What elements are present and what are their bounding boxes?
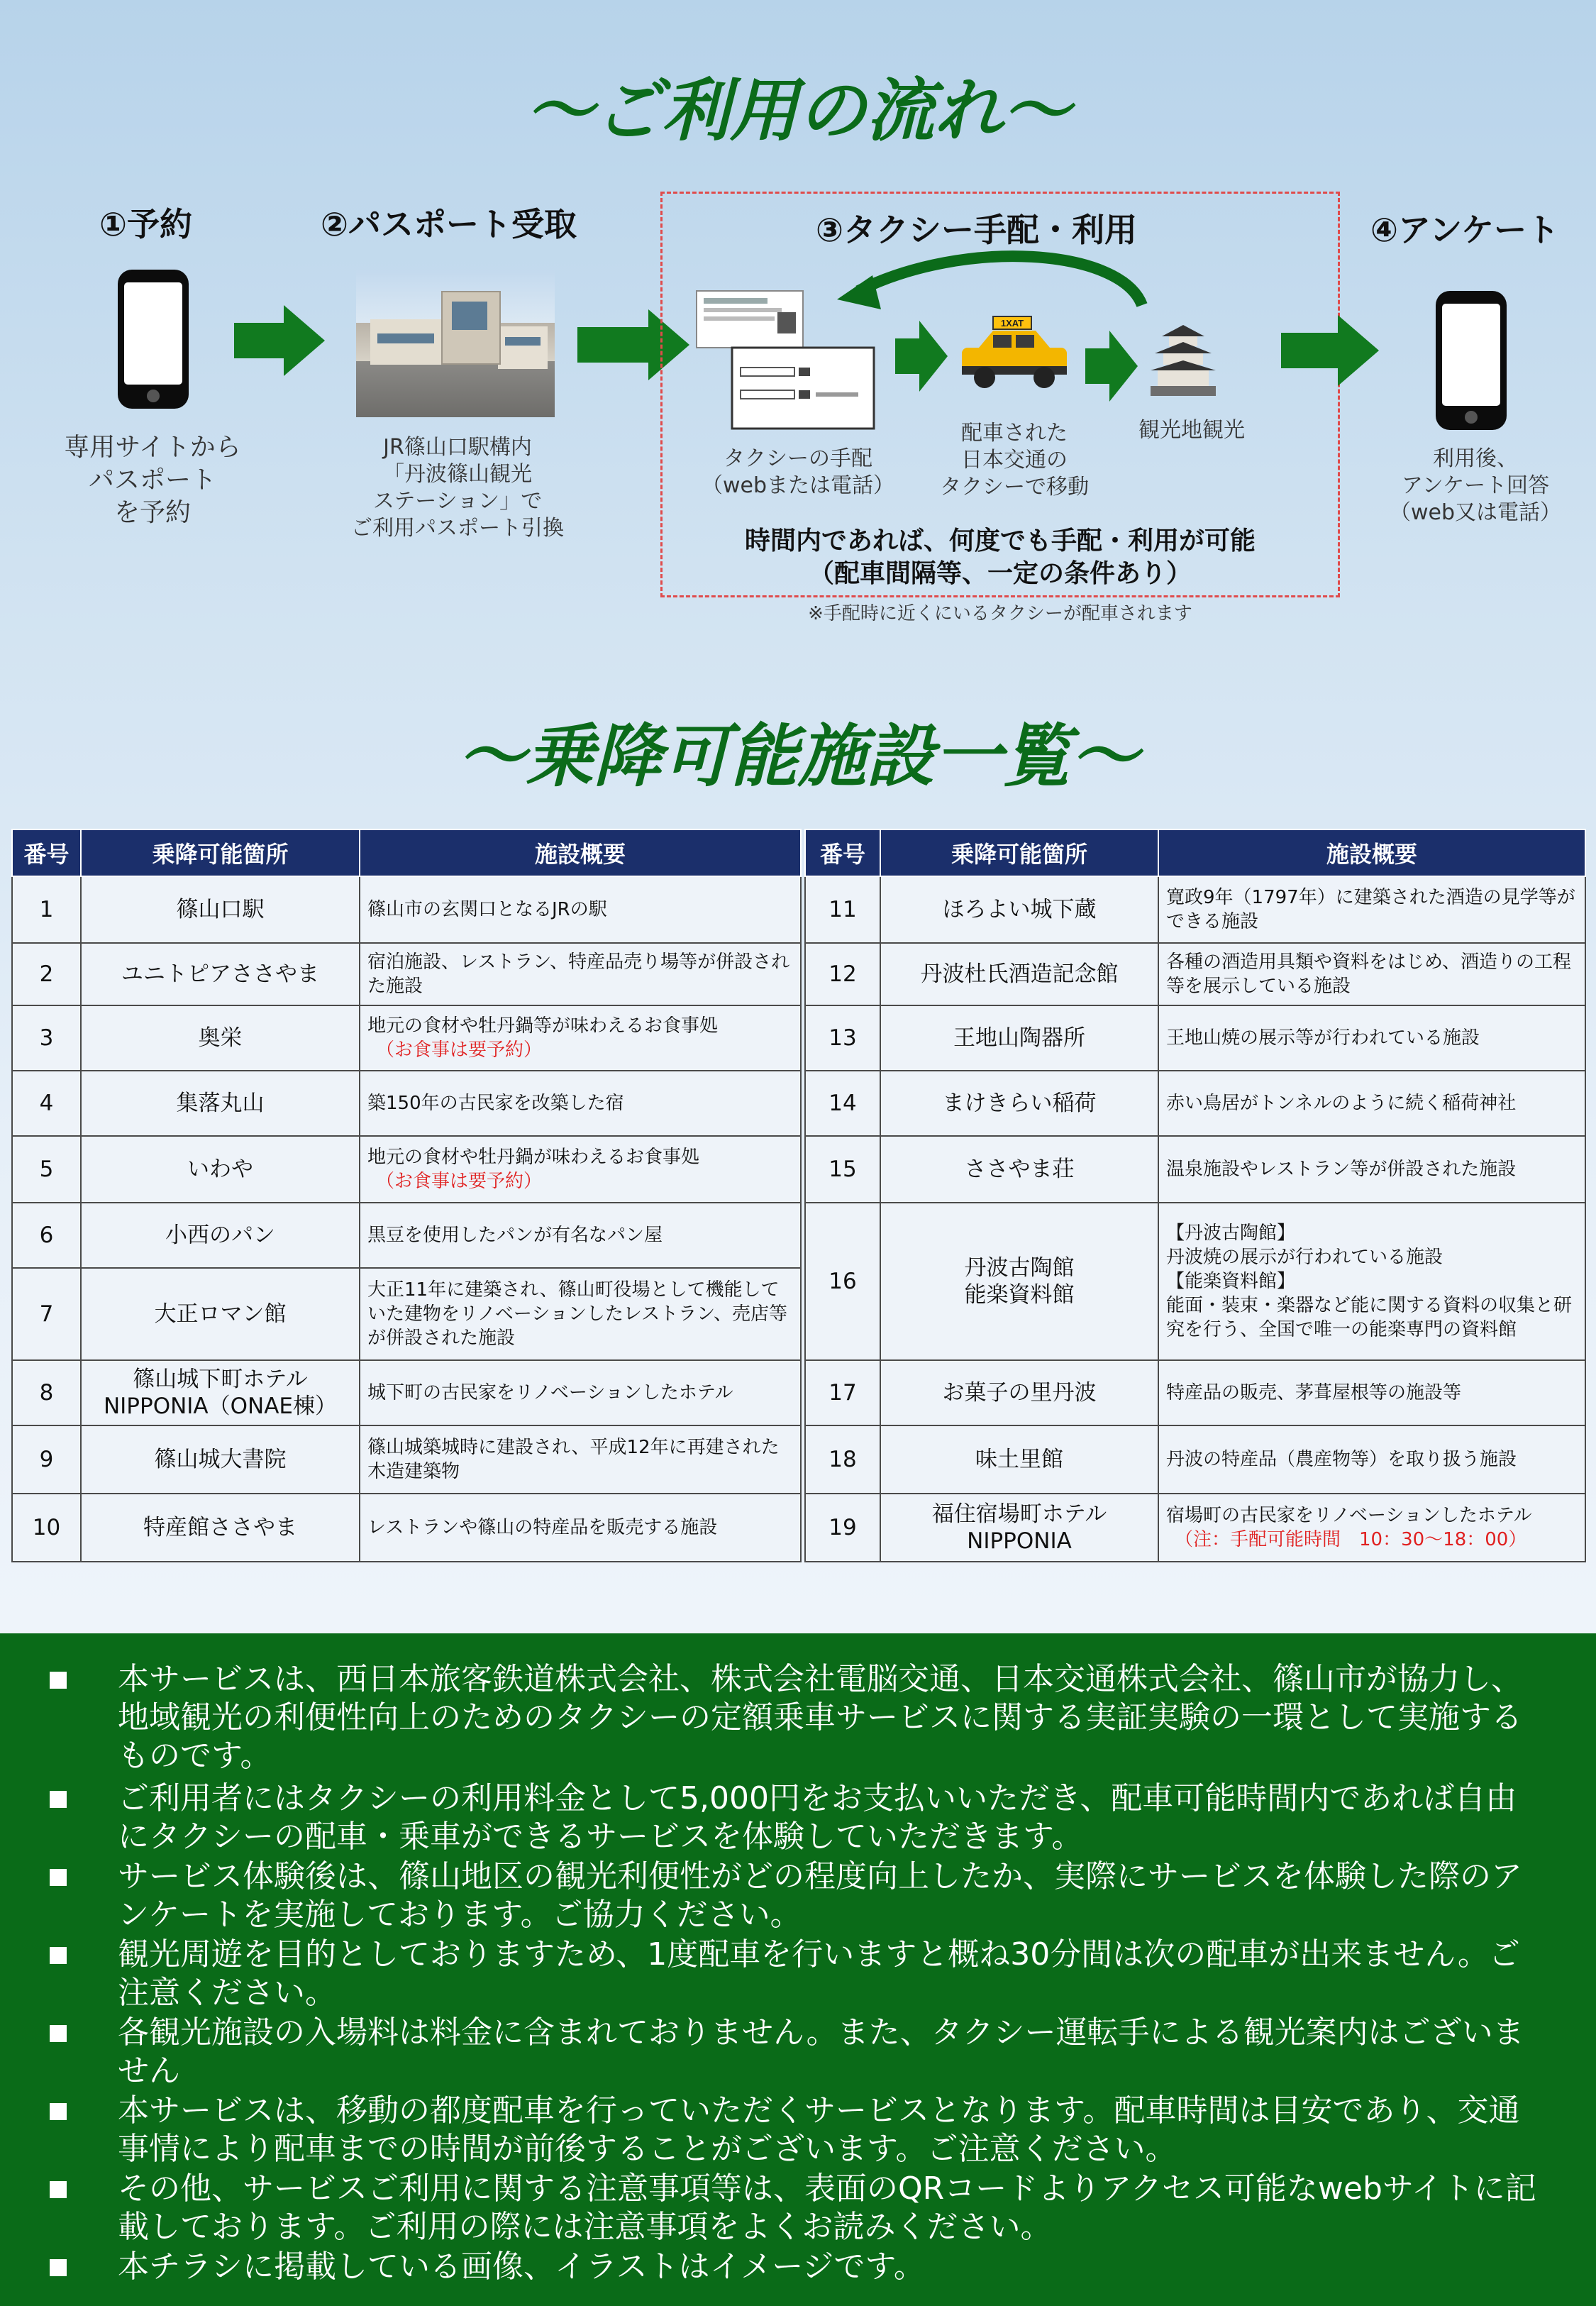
location-line: NIPPONIA xyxy=(967,1528,1072,1554)
row-number: 2 xyxy=(12,943,81,1005)
note-item xyxy=(50,1858,1546,1934)
square-bullet-icon xyxy=(50,1869,67,1886)
row-location: 特産館ささやま xyxy=(81,1494,360,1562)
row-summary: 特産品の販売、茅葺屋根等の施設等 xyxy=(1158,1360,1585,1425)
dispatch-note: ※手配時に近くにいるタクシーが配車されます xyxy=(808,603,1192,624)
summary-text: 地元の食材や牡丹鍋等が味わえるお食事処 xyxy=(367,1015,719,1037)
summary-line: 能面・装束・楽器など能に関する資料の収集と研究を行う、全国で唯一の能楽専門の資料館 xyxy=(1166,1295,1573,1340)
notes-panel xyxy=(0,1633,1596,2306)
note-text: 本サービスは、西日本旅客鉄道株式会社、株式会社電脳交通、日本交通株式会社、篠山市が協力し、地域観光の利便性向上のためのタクシーの定額乗車サービスに関する実証実験の一環として実施するものです。 xyxy=(118,1661,1522,1774)
note-item xyxy=(50,2248,1546,2286)
arrow-right-icon xyxy=(1085,331,1139,402)
arrow-right-icon xyxy=(234,305,326,376)
row-summary: 篠山城築城時に建設され、平成12年に再建された木造建築物 xyxy=(360,1425,801,1494)
row-location: 小西のパン xyxy=(81,1203,360,1268)
row-summary xyxy=(360,1005,801,1071)
facility-title: 〜乗降可能施設一覧〜 xyxy=(458,717,1138,796)
table-row xyxy=(12,876,801,943)
square-bullet-icon xyxy=(50,1791,67,1808)
row-number: 9 xyxy=(12,1425,81,1494)
note-item xyxy=(50,1780,1546,1856)
row-summary: 大正11年に建築され、篠山町役場として機能していた建物をリノベーションしたレストラン、売店等が併設された施設 xyxy=(360,1268,801,1360)
step-4-label: ④アンケート xyxy=(1370,211,1560,249)
row-number: 18 xyxy=(805,1425,880,1494)
row-location xyxy=(880,1494,1158,1562)
row-location: ユニトピアささやま xyxy=(81,943,360,1005)
header-summary: 施設概要 xyxy=(360,829,801,876)
arrow-right-icon xyxy=(1281,315,1380,386)
step-1-caption: 専用サイトから パスポート を予約 xyxy=(64,433,241,527)
web-form-icon xyxy=(695,284,880,433)
note-item xyxy=(50,2014,1546,2090)
row-summary: 宿泊施設、レストラン、特産品売り場等が併設された施設 xyxy=(360,943,801,1005)
row-summary: 寛政9年（1797年）に建築された酒造の見学等ができる施設 xyxy=(1158,876,1585,943)
summary-text: 宿場町の古民家をリノベーションしたホテル xyxy=(1166,1505,1532,1526)
row-summary: 城下町の古民家をリノベーションしたホテル xyxy=(360,1360,801,1425)
flow-title: 〜ご利用の流れ〜 xyxy=(526,71,1070,150)
location-line: 能楽資料館 xyxy=(964,1282,1075,1308)
header-summary: 施設概要 xyxy=(1158,829,1585,876)
row-summary: 築150年の古民家を改築した宿 xyxy=(360,1071,801,1136)
row-number: 12 xyxy=(805,943,880,1005)
table-row xyxy=(12,1360,801,1425)
header-number: 番号 xyxy=(12,829,81,876)
table-row xyxy=(805,1136,1585,1203)
note-text: 各観光施設の入場料は料金に含まれておりません。また、タクシー運転手による観光案内はございません xyxy=(118,2014,1524,2089)
sub-step-1-caption: タクシーの手配 （webまたは電話） xyxy=(701,446,895,498)
table-row xyxy=(12,1425,801,1494)
row-location: いわや xyxy=(81,1136,360,1203)
table-row xyxy=(805,943,1585,1005)
table-row xyxy=(12,1203,801,1268)
row-summary xyxy=(1158,1494,1585,1562)
row-number: 4 xyxy=(12,1071,81,1136)
row-location: ささやま荘 xyxy=(880,1136,1158,1203)
table-row xyxy=(805,876,1585,943)
note-item xyxy=(50,1936,1546,2012)
row-number: 8 xyxy=(12,1360,81,1425)
row-summary: 丹波の特産品（農産物等）を取り扱う施設 xyxy=(1158,1425,1585,1494)
row-number: 19 xyxy=(805,1494,880,1562)
row-summary xyxy=(360,1136,801,1203)
table-row xyxy=(12,1071,801,1136)
step-2-label: ②パスポート受取 xyxy=(321,205,577,243)
table-row xyxy=(805,1071,1585,1136)
facility-table-left xyxy=(11,829,802,1562)
note-text: 観光周遊を目的としておりますため、1度配車を行いますと概ね30分間は次の配車が出来ません。ご注意ください。 xyxy=(118,1936,1520,2011)
row-number: 10 xyxy=(12,1494,81,1562)
taxi-icon xyxy=(958,312,1071,397)
row-number: 15 xyxy=(805,1136,880,1203)
repeat-note xyxy=(660,525,1340,590)
taxi-sign: 1XAT xyxy=(1000,318,1024,329)
row-number: 11 xyxy=(805,876,880,943)
note-text: 本サービスは、移動の都度配車を行っていただくサービスとなります。配車時間は目安であり、交通事情により配車までの時間が前後することがございます。ご注意ください。 xyxy=(118,2092,1520,2167)
sub-step-2-caption: 配車された 日本交通の タクシーで移動 xyxy=(940,421,1089,500)
table-row xyxy=(805,1005,1585,1071)
row-number: 5 xyxy=(12,1136,81,1203)
row-location: 丹波杜氏酒造記念館 xyxy=(880,943,1158,1005)
summary-line: 【能楽資料館】 xyxy=(1166,1271,1296,1292)
row-summary: レストランや篠山の特産品を販売する施設 xyxy=(360,1494,801,1562)
facility-table-right xyxy=(804,829,1586,1562)
row-location: 奥栄 xyxy=(81,1005,360,1071)
row-number: 1 xyxy=(12,876,81,943)
square-bullet-icon xyxy=(50,2025,67,2042)
table-row xyxy=(12,1005,801,1071)
table-row xyxy=(12,943,801,1005)
table-row xyxy=(805,1494,1585,1562)
step-2-caption: JR篠山口駅構内 「丹波篠山観光 ステーション」で ご利用パスポート引換 xyxy=(351,435,564,541)
table-row xyxy=(805,1360,1585,1425)
summary-line: 【丹波古陶館】 xyxy=(1166,1223,1296,1244)
note-item xyxy=(50,1660,1546,1775)
row-location: 篠山口駅 xyxy=(81,876,360,943)
row-number: 17 xyxy=(805,1360,880,1425)
note-text: 本チラシに掲載している画像、イラストはイメージです。 xyxy=(118,2249,925,2285)
note-text: ご利用者にはタクシーの利用料金として5,000円をお支払いいただき、配車可能時間内であれば自由にタクシーの配車・乗車ができるサービスを体験していただきます。 xyxy=(118,1780,1517,1855)
note-text: その他、サービスご利用に関する注意事項等は、表面のQRコードよりアクセス可能なwebサイトに記載しております。ご利用の際には注意事項をよくお読みください。 xyxy=(118,2170,1536,2245)
row-summary: 各種の酒造用具類や資料をはじめ、酒造りの工程等を展示している施設 xyxy=(1158,943,1585,1005)
row-summary: 温泉施設やレストラン等が併設された施設 xyxy=(1158,1136,1585,1203)
table-row xyxy=(805,1425,1585,1494)
location-line: 丹波古陶館 xyxy=(964,1255,1075,1281)
row-summary: 黒豆を使用したパンが有名なパン屋 xyxy=(360,1203,801,1268)
summary-text: 地元の食材や牡丹鍋が味わえるお食事処 xyxy=(367,1147,700,1168)
table-row xyxy=(805,1203,1585,1360)
row-location: 篠山城下町ホテルNIPPONIA（ONAE棟） xyxy=(81,1360,360,1425)
row-summary: 王地山焼の展示等が行われている施設 xyxy=(1158,1005,1585,1071)
table-row xyxy=(12,1136,801,1203)
sub-step-3-caption: 観光地観光 xyxy=(1138,418,1245,443)
reservation-note: （お食事は要予約） xyxy=(376,1171,543,1192)
row-location: 篠山城大書院 xyxy=(81,1425,360,1494)
row-location: 王地山陶器所 xyxy=(880,1005,1158,1071)
row-summary: 篠山市の玄関口となるJRの駅 xyxy=(360,876,801,943)
row-location: 集落丸山 xyxy=(81,1071,360,1136)
header-location: 乗降可能箇所 xyxy=(880,829,1158,876)
smartphone-icon xyxy=(1436,291,1507,430)
note-item xyxy=(50,2092,1546,2168)
row-location: まけきらい稲荷 xyxy=(880,1071,1158,1136)
reservation-note: （お食事は要予約） xyxy=(376,1039,543,1061)
step-4-caption: 利用後、 アンケート回答 （web又は電話） xyxy=(1389,446,1562,525)
castle-icon xyxy=(1148,321,1219,399)
arrow-right-icon xyxy=(895,321,949,392)
square-bullet-icon xyxy=(50,2103,67,2120)
repeat-note-main: 時間内であれば、何度でも手配・利用が可能 xyxy=(744,526,1256,556)
row-number: 13 xyxy=(805,1005,880,1071)
row-summary xyxy=(1158,1203,1585,1360)
row-location: お菓子の里丹波 xyxy=(880,1360,1158,1425)
row-number: 14 xyxy=(805,1071,880,1136)
step-3-label: ③タクシー手配・利用 xyxy=(816,211,1137,249)
square-bullet-icon xyxy=(50,1947,67,1964)
row-location: 味土里館 xyxy=(880,1425,1158,1494)
row-number: 6 xyxy=(12,1203,81,1268)
table-row xyxy=(12,1494,801,1562)
header-location: 乗降可能箇所 xyxy=(81,829,360,876)
summary-line: 丹波焼の展示が行われている施設 xyxy=(1166,1247,1443,1268)
square-bullet-icon xyxy=(50,2181,67,2198)
step-1-label: ①予約 xyxy=(99,205,192,243)
row-number: 16 xyxy=(805,1203,880,1360)
square-bullet-icon xyxy=(50,1672,67,1689)
row-location xyxy=(880,1203,1158,1360)
table-row xyxy=(12,1268,801,1360)
row-summary: 赤い鳥居がトンネルのように続く稲荷神社 xyxy=(1158,1071,1585,1136)
header-number: 番号 xyxy=(805,829,880,876)
note-item xyxy=(50,2170,1546,2246)
time-note: （注：手配可能時間 10：30〜18：00） xyxy=(1175,1529,1527,1550)
station-photo xyxy=(356,270,555,417)
location-line: 福住宿場町ホテル xyxy=(931,1501,1107,1527)
row-number: 7 xyxy=(12,1268,81,1360)
smartphone-icon xyxy=(118,270,189,409)
row-number: 3 xyxy=(12,1005,81,1071)
note-text: サービス体験後は、篠山地区の観光利便性がどの程度向上したか、実際にサービスを体験した際のアンケートを実施しております。ご協力ください。 xyxy=(118,1858,1522,1933)
row-location: ほろよい城下蔵 xyxy=(880,876,1158,943)
row-location: 大正ロマン館 xyxy=(81,1268,360,1360)
repeat-note-sub: （配車間隔等、一定の条件あり） xyxy=(808,559,1192,588)
square-bullet-icon xyxy=(50,2259,67,2276)
